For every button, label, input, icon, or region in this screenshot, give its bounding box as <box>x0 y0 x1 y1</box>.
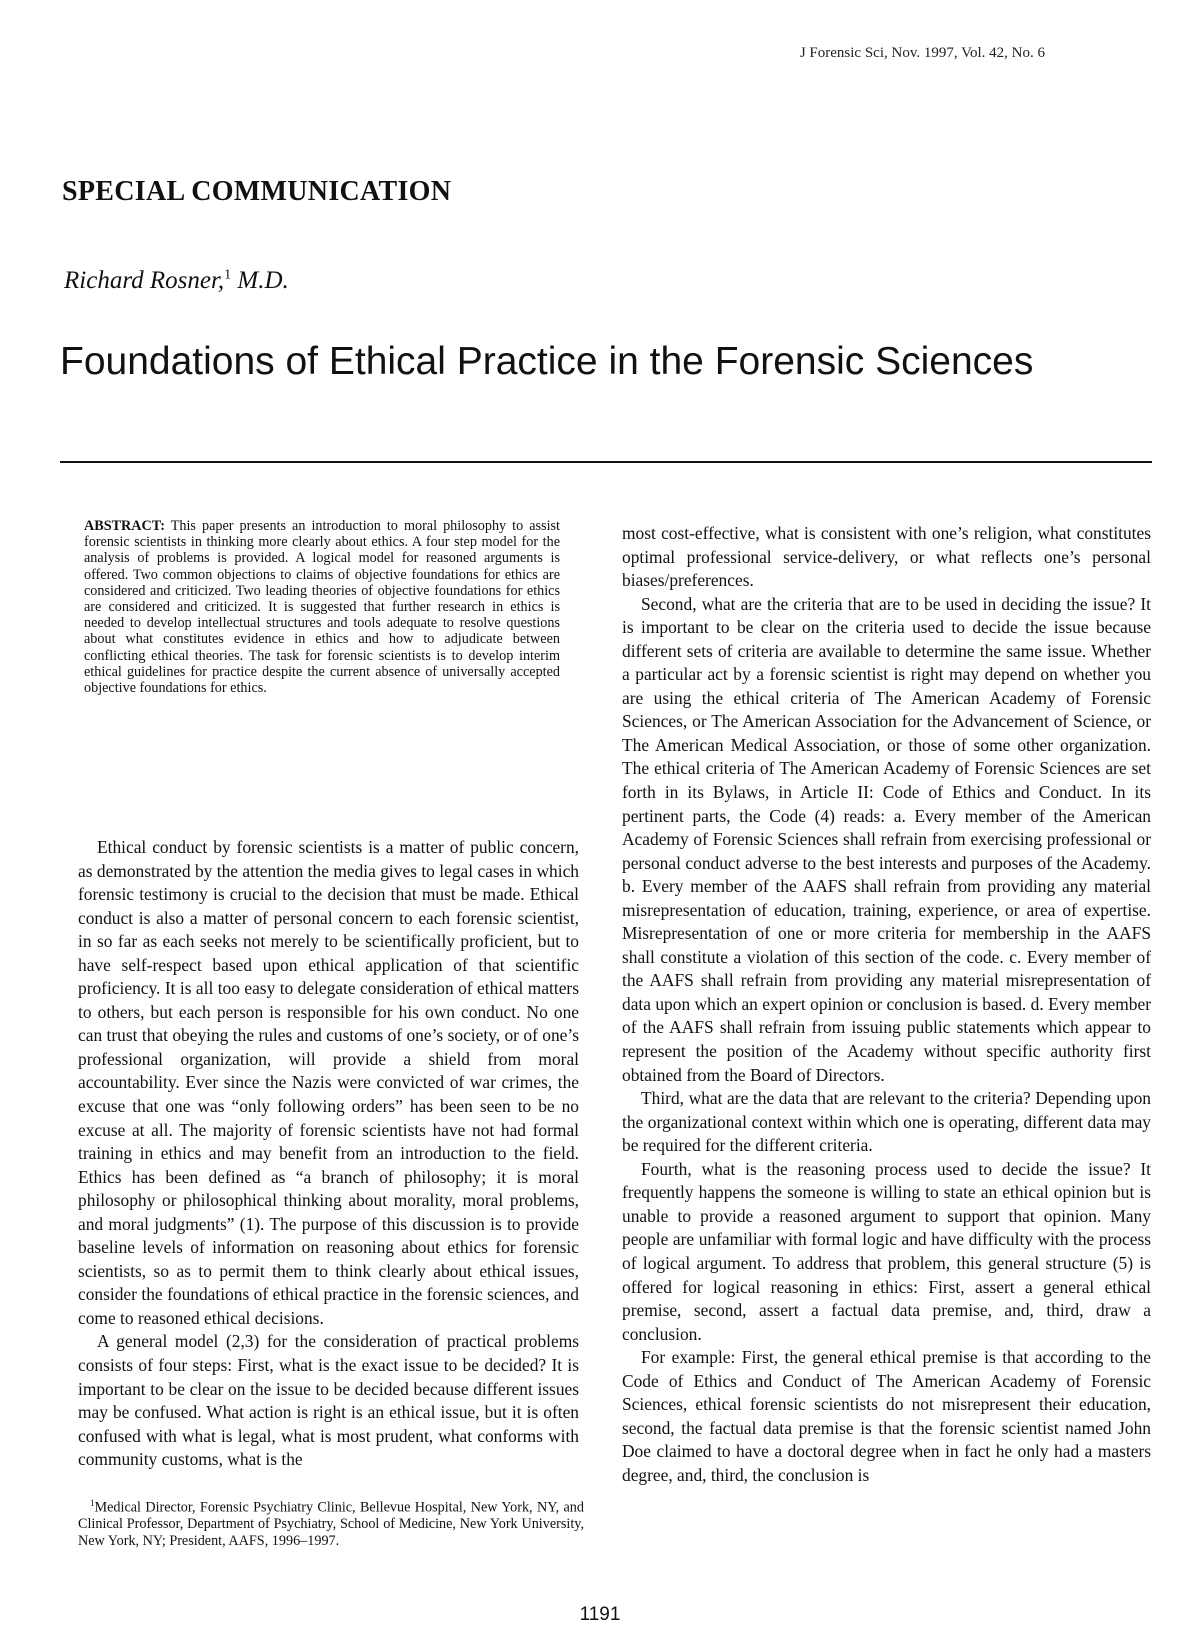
author-degree: M.D. <box>237 267 289 294</box>
footnote-mark: 1 <box>90 1498 95 1508</box>
body-paragraph: For example: First, the general ethical premise is that according to the Code of Ethics and Conduct of The American Academy of Forensic Sciences, ethical forensic scientists do not misrepresent their education, second, the factual data premise is that the forensic scientist named John Doe claimed to have a doctoral degree when in fact he only had a masters degree, and, third, the conclusion is <box>622 1347 1151 1485</box>
title-divider <box>60 461 1152 463</box>
footnote <box>78 1495 584 1549</box>
author-name: Richard Rosner, <box>64 267 225 294</box>
body-paragraph: Fourth, what is the reasoning process used to decide the issue? It frequently happens the someone is willing to state an ethical opinion but is unable to provide a reasoned argument to support that opinion. Many people are unfamiliar with formal logic and have difficulty with the process of logical argument. To address that problem, this general structure (5) is offered for logical reasoning in ethics: First, assert a general ethical premise, second, assert a factual data premise, and, third, draw a conclusion. <box>622 1158 1151 1344</box>
body-paragraph: Second, what are the criteria that are to be used in deciding the issue? It is important to be clear on the criteria used to decide the issue because different sets of criteria are available to determine the same issue. Whether a particular act by a forensic scientist is right may depend on whether you are using the ethical criteria of The American Academy of Forensic Sciences, or The American Association for the Advancement of Science, or The American Medical Association, or those of some other organization. The ethical criteria of The American Academy of Forensic Sciences are set forth in its Bylaws, in Article II: Code of Ethics and Conduct. In its pertinent parts, the Code (4) reads: a. Every member of the American Academy of Forensic Sciences shall refrain from exercising professional or personal conduct adverse to the best interests and purposes of the Academy. b. Every member of the AAFS shall refrain from providing any material misrepresentation of education, training, experience, or area of expertise. Misrepresentation of one or more criteria for membership in the AAFS shall constitute a violation of this section of the code. c. Every member of the AAFS shall refrain from providing any material misrepresentation of data upon which an expert opinion or conclusion is based. d. Every member of the AAFS shall refrain from issuing public statements which appear to represent the position of the Academy without specific authority first obtained from the Board of Directors. <box>622 593 1151 1085</box>
author-affiliation-mark: 1 <box>224 267 232 283</box>
body-paragraph: A general model (2,3) for the consideration of practical problems consists of four steps: First, what is the exact issue to be decided? It is important to be clear on the issue to be decided because different issues may be confused. What action is right is an ethical issue, but it is often confused with what is legal, what is most prudent, what conforms with community customs, what is the <box>78 1331 579 1470</box>
author-line <box>64 267 289 295</box>
page-number: 1191 <box>579 1604 621 1625</box>
footnote-text: Medical Director, Forensic Psychiatry Clinic, Bellevue Hospital, New York, NY, and Clinical Professor, Department of Psychiatry, School of Medicine, New York University, New York, NY; President, AAFS, 1996–1997. <box>78 1499 584 1549</box>
running-head: J Forensic Sci, Nov. 1997, Vol. 42, No. 6 <box>799 45 1045 61</box>
body-paragraph: most cost-effective, what is consistent with one’s religion, what constitutes optimal professional service-delivery, or what reflects one’s personal biases/preferences. <box>622 523 1151 591</box>
section-label: SPECIAL COMMUNICATION <box>62 176 452 207</box>
abstract <box>84 518 560 696</box>
article-title: Foundations of Ethical Practice in the Forensic Sciences <box>60 340 1034 383</box>
body-paragraph: Ethical conduct by forensic scientists is a matter of public concern, as demonstrated by the attention the media gives to legal cases in which forensic testimony is crucial to the decision that must be made. Ethical conduct is also a matter of personal concern to each forensic scientist, in so far as each seeks not merely to be scientifically proficient, but to have self-respect based upon ethical application of that scientific proficiency. It is all too easy to delegate consideration of ethical matters to others, but each person is responsible for his own conduct. No one can trust that obeying the rules and customs of one’s society, or of one’s professional organization, will provide a shield from moral accountability. Ever since the Nazis were convicted of war crimes, the excuse that one was “only following orders” has been seen to be no excuse at all. The majority of forensic scientists have not had formal training in ethics and may benefit from an introduction to the field. Ethics has been defined as “a branch of philosophy; it is moral philosophy or philosophical thinking about morality, moral problems, and moral judgments” (1). The purpose of this discussion is to provide baseline levels of information on reasoning about ethics for forensic scientists, so as to permit them to think clearly about ethical issues, consider the foundations of ethical practice in the forensic sciences, and come to reasoned ethical decisions. <box>78 837 579 1328</box>
abstract-label: ABSTRACT: <box>84 518 165 534</box>
abstract-text: This paper presents an introduction to moral philosophy to assist forensic scientists in thinking more clearly about ethics. A four step model for the analysis of problems is provided. A logical model for reasoned arguments is offered. Two common objections to claims of objective foundations for ethics are considered and criticized. Two leading theories of objective foundations for ethics are considered and criticized. It is suggested that further research in ethics is needed to develop intellectual structures and tools adequate to resolve questions about what constitutes evidence in ethics and how to adjudicate between conflicting ethical theories. The task for forensic scientists is to develop interim ethical guidelines for practice despite the current absence of universally accepted objective foundations for ethics. <box>84 518 560 697</box>
body-column-right <box>622 522 1151 1487</box>
body-column-left <box>78 836 579 1472</box>
body-paragraph: Third, what are the data that are relevant to the criteria? Depending upon the organizational context within which one is operating, different data may be required for the different criteria. <box>622 1088 1151 1156</box>
